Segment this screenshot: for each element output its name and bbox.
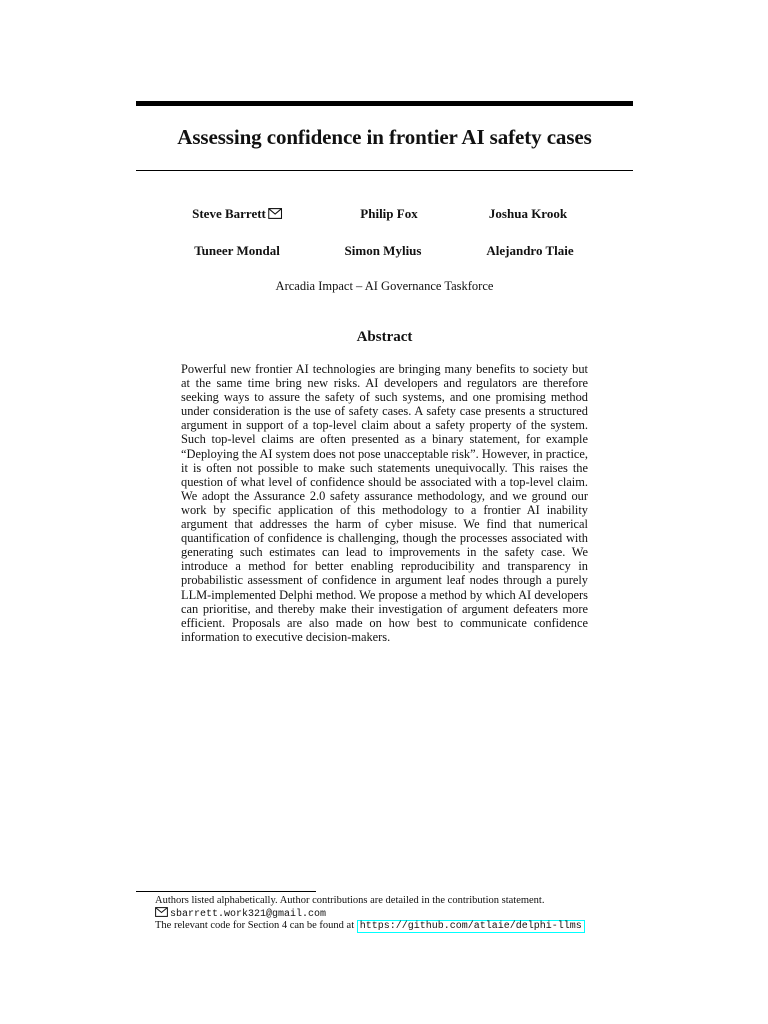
title-bottom-rule: [136, 170, 633, 171]
author-joshua-krook: Joshua Krook: [488, 206, 568, 221]
footnote-rule: [136, 891, 316, 892]
code-repository-link[interactable]: https://github.com/atlaie/delphi-llms: [357, 920, 585, 933]
email-address[interactable]: sbarrett.work321@gmail.com: [170, 909, 327, 920]
author-philip-fox: Philip Fox: [360, 206, 418, 221]
title-top-rule: [136, 101, 633, 106]
envelope-icon: [155, 907, 168, 920]
abstract-heading: Abstract: [356, 329, 413, 345]
envelope-icon: [268, 207, 282, 223]
author-simon-mylius: Simon Mylius: [344, 243, 422, 258]
abstract-text: Powerful new frontier AI technologies are bringing many benefits to society but at the same time bring new risks. AI developers and regulators are therefore seeking ways to assure the safety of such systems, and one promising method under consideration is the use of safety cases. A safety case presents a structured argument in support of a top-level claim about a safety property of the system. Such top-level claims are often presented as a binary statement, for example “Deploying the AI system does not pose unacceptable risk”. However, in practice, it is often not possible to make such statements unequivocally. This raises the question of what level of confidence should be associated with a top-level claim. We adopt the Assurance 2.0 safety assurance methodology, and we ground our work by specific application of this methodology to a frontier AI inability argument that addresses the harm of cyber misuse. We find that numerical quantification of confidence is challenging, though the processes associated with generating such estimates can lead to improvements in the safety case. We introduce a method for better enabling reproducibility and transparency in probabilistic assessment of confidence in argument leaf nodes through a purely LLM-implemented Delphi method. We propose a method by which AI developers can prioritise, and thereby make their investigation of argument defeaters more efficient. Proposals are also made on how best to communicate confidence information to executive decision-makers.: [181, 362, 588, 644]
footnote-email: [155, 907, 326, 920]
author-steve-barrett: [192, 206, 282, 223]
footnote-code: [155, 920, 585, 933]
affiliation: Arcadia Impact – AI Governance Taskforce: [275, 279, 494, 293]
paper-title: Assessing confidence in frontier AI safety cases: [177, 125, 592, 149]
author-name: Steve Barrett: [192, 206, 266, 221]
code-footnote-text: The relevant code for Section 4 can be found at: [155, 920, 355, 931]
author-tuneer-mondal: Tuneer Mondal: [194, 243, 280, 258]
author-alejandro-tlaie: Alejandro Tlaie: [486, 243, 574, 258]
footnote-alphabetical: Authors listed alphabetically. Author contributions are detailed in the contribution statement.: [155, 895, 545, 906]
